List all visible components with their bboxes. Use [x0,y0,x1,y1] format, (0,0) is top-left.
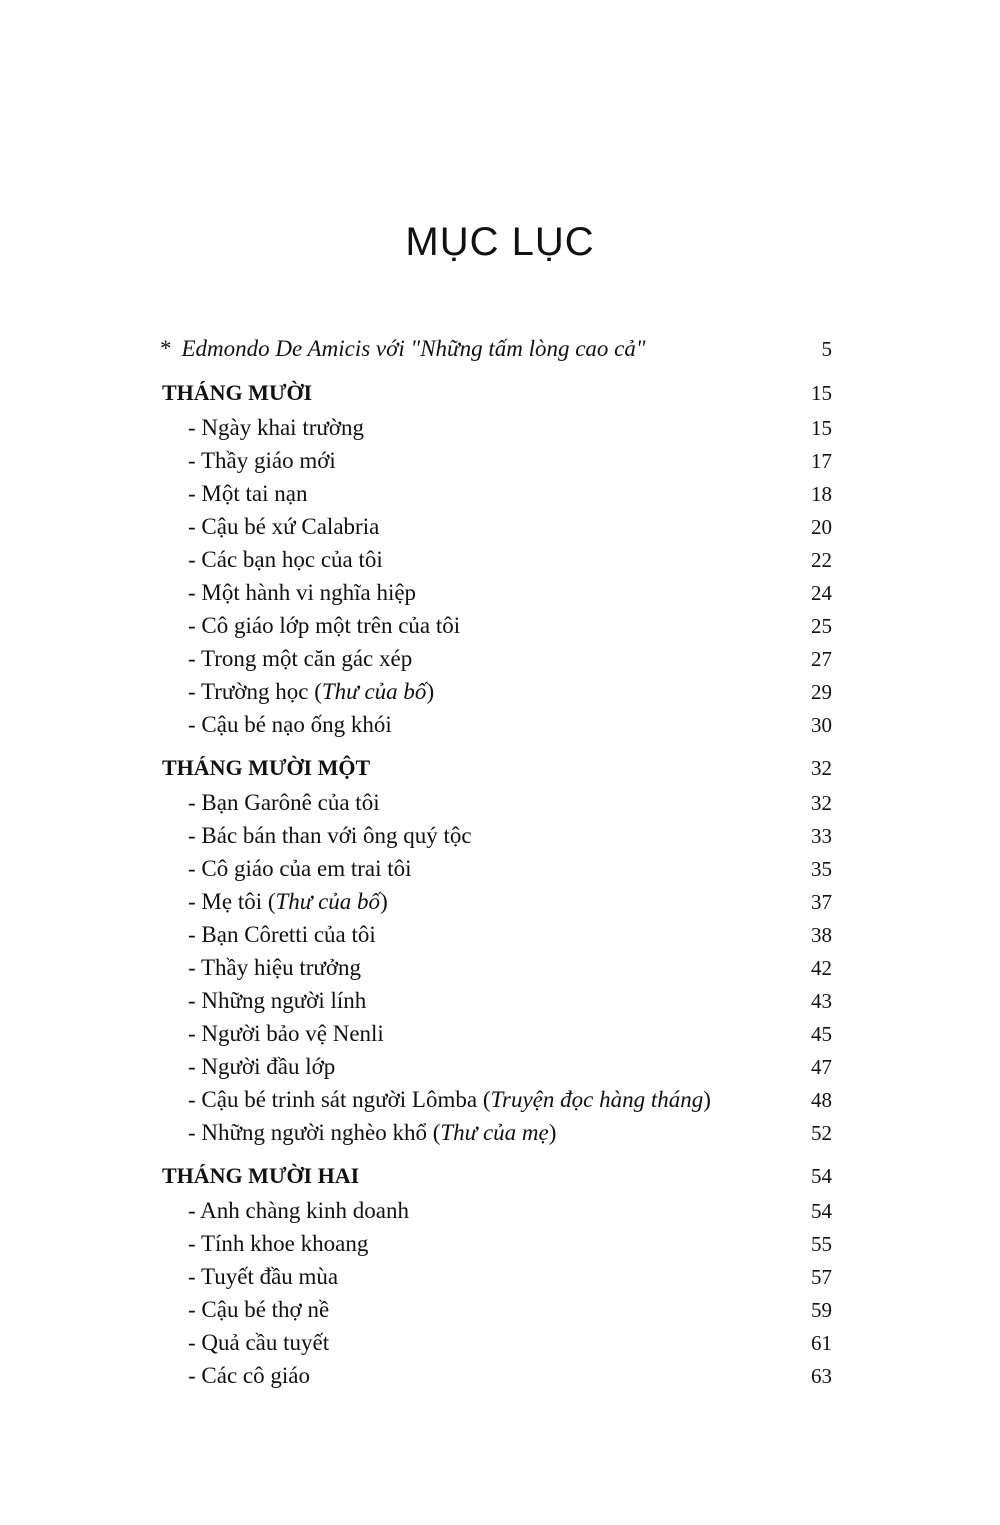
toc-entry [160,1330,840,1363]
toc-entry [160,1054,840,1087]
intro-entry [160,336,840,370]
toc-entry-page: 47 [811,1055,832,1079]
toc-entry-page: 57 [811,1265,832,1289]
toc-entry-label [188,514,379,540]
toc-entry-title: - Trong một căn gác xép [188,646,413,671]
toc-entry-page: 59 [811,1298,832,1322]
toc-entry-page: 52 [811,1121,832,1145]
intro-entry-page: 5 [821,337,832,361]
intro-entry-label-group [160,336,646,362]
toc-entry-label [188,712,392,738]
toc-entry-label [188,955,361,981]
toc-entry-note: Thư của bố [321,679,427,704]
section-heading-page: 32 [811,756,832,780]
toc-entry-title: - Các cô giáo [188,1363,310,1388]
toc-entry-title: - Cậu bé trinh sát người Lômba ( [188,1087,491,1112]
toc-entry-label [188,580,416,606]
toc-entry [160,547,840,580]
toc-entry-title: - Trường học ( [188,679,322,704]
toc-entry [160,580,840,613]
toc-entry-label [188,481,307,507]
toc-entry-page: 18 [811,482,832,506]
toc-entry-note-close: ) [703,1087,711,1112]
toc-entry-title: - Người đầu lớp [188,1054,336,1079]
toc-entry-page: 17 [811,449,832,473]
toc-entry-title: - Mẹ tôi ( [188,889,276,914]
toc-entry [160,1021,840,1054]
toc-entry-label [188,1264,338,1290]
toc-entry-label [188,1198,409,1224]
toc-entry-label [188,547,383,573]
toc-entry-title: - Người bảo vệ Nenli [188,1021,384,1046]
toc-entry-title: - Những người nghèo khổ ( [188,1120,441,1145]
toc-entry [160,481,840,514]
toc-section [160,380,840,745]
toc-entry-label [188,613,460,639]
toc-entry [160,889,840,922]
toc-entry-note-close: ) [380,889,388,914]
toc-entry [160,1363,840,1396]
toc-entry [160,1264,840,1297]
toc-entry-title: - Bạn Côretti của tôi [188,922,376,947]
section-heading-page: 54 [811,1164,832,1188]
toc-entry [160,415,840,448]
toc-entry [160,646,840,679]
toc-entry-label [188,1054,335,1080]
intro-entry-title: Edmondo De Amicis với "Những tấm lòng cao cả" [181,336,646,361]
toc-entry-note: Thư của mẹ [440,1120,549,1145]
toc-entry [160,922,840,955]
toc-entry-title: - Cậu bé xứ Calabria [188,514,380,539]
toc-entry-page: 54 [811,1199,832,1223]
section-heading [160,380,840,415]
toc-entry-note: Truyện đọc hàng tháng [490,1087,704,1112]
toc-entry-title: - Tính khoe khoang [188,1231,369,1256]
toc-entry-page: 48 [811,1088,832,1112]
toc-entry-title: - Bác bán than với ông quý tộc [188,823,472,848]
toc-entry-page: 37 [811,890,832,914]
toc-entry-title: - Tuyết đầu mùa [188,1264,339,1289]
toc-entry-label [188,1363,310,1389]
toc-entry [160,448,840,481]
toc-entry-page: 35 [811,857,832,881]
toc-entry-label [188,415,364,441]
toc-entry [160,613,840,646]
toc-entry-title: - Bạn Garônê của tôi [188,790,380,815]
toc-entry-page: 29 [811,680,832,704]
toc-entry-page: 24 [811,581,832,605]
toc-entry-label [188,790,380,816]
toc-entry [160,712,840,745]
toc-entry-label [188,448,336,474]
toc-entry-title: - Cô giáo của em trai tôi [188,856,412,881]
toc-entry [160,1087,840,1120]
toc-entry-label [188,1297,329,1323]
toc-entry-title: - Cậu bé thợ nề [188,1297,330,1322]
toc-entry-page: 43 [811,989,832,1013]
toc-entry-title: - Cậu bé nạo ống khói [188,712,392,737]
toc-entry [160,823,840,856]
toc-entry-note-close: ) [426,679,435,704]
toc-entry-label [188,679,434,705]
section-heading-title: THÁNG MƯỜI MỘT [162,755,371,780]
toc-entry [160,679,840,712]
toc-entry-label [188,1231,368,1257]
toc-entry-label [188,1330,329,1356]
toc-entry [160,514,840,547]
toc-entry-title: - Thầy giáo mới [188,448,336,473]
toc-entry-page: 61 [811,1331,832,1355]
toc-entry-page: 32 [811,791,832,815]
toc-entry-page: 25 [811,614,832,638]
toc-entry-page: 30 [811,713,832,737]
toc-entry [160,1297,840,1330]
toc-entry-title: - Ngày khai trường [188,415,365,440]
toc-entry-title: - Các bạn học của tôi [188,547,383,572]
toc-entry-title: - Một tai nạn [188,481,308,506]
toc-entry [160,1231,840,1264]
toc-entry-label [188,922,376,948]
table-of-contents [160,336,840,1396]
toc-entry-page: 42 [811,956,832,980]
toc-entry [160,955,840,988]
page-title: MỤC LỤC [405,220,595,264]
toc-entry-title: - Một hành vi nghĩa hiệp [188,580,417,605]
section-heading [160,1163,840,1198]
toc-entry-title: - Cô giáo lớp một trên của tôi [188,613,461,638]
toc-entry [160,988,840,1021]
toc-entry [160,1120,840,1153]
section-heading-title: THÁNG MƯỜI HAI [162,1163,360,1188]
section-heading-page: 15 [811,381,832,405]
toc-entry-title: - Những người lính [188,988,367,1013]
toc-entry-note: Thư của bố [275,889,381,914]
toc-entry-label [188,1087,711,1113]
toc-entry-page: 27 [811,647,832,671]
toc-entry-label [188,646,412,672]
toc-entry-title: - Anh chàng kinh doanh [188,1198,410,1223]
toc-entry-page: 22 [811,548,832,572]
toc-entry-page: 15 [811,416,832,440]
toc-entry-title: - Thầy hiệu trưởng [188,955,362,980]
toc-entry-label [188,889,388,915]
toc-section [160,755,840,1153]
toc-entry-page: 33 [811,824,832,848]
toc-entry-page: 63 [811,1364,832,1388]
toc-entry [160,856,840,889]
toc-section [160,1163,840,1396]
section-heading [160,755,840,790]
toc-entry-page: 20 [811,515,832,539]
toc-sections [160,380,840,1396]
toc-entry [160,1198,840,1231]
toc-entry-page: 45 [811,1022,832,1046]
toc-entry [160,790,840,823]
toc-entry-label [188,823,472,849]
toc-entry-note-close: ) [548,1120,557,1145]
toc-entry-label [188,1021,384,1047]
toc-entry-label [188,856,412,882]
toc-entry-page: 55 [811,1232,832,1256]
toc-entry-title: - Quả cầu tuyết [188,1330,330,1355]
section-heading-title: THÁNG MƯỜI [162,380,313,405]
toc-entry-label [188,988,366,1014]
toc-entry-label [188,1120,556,1146]
intro-marker: * [160,336,172,361]
toc-entry-page: 38 [811,923,832,947]
